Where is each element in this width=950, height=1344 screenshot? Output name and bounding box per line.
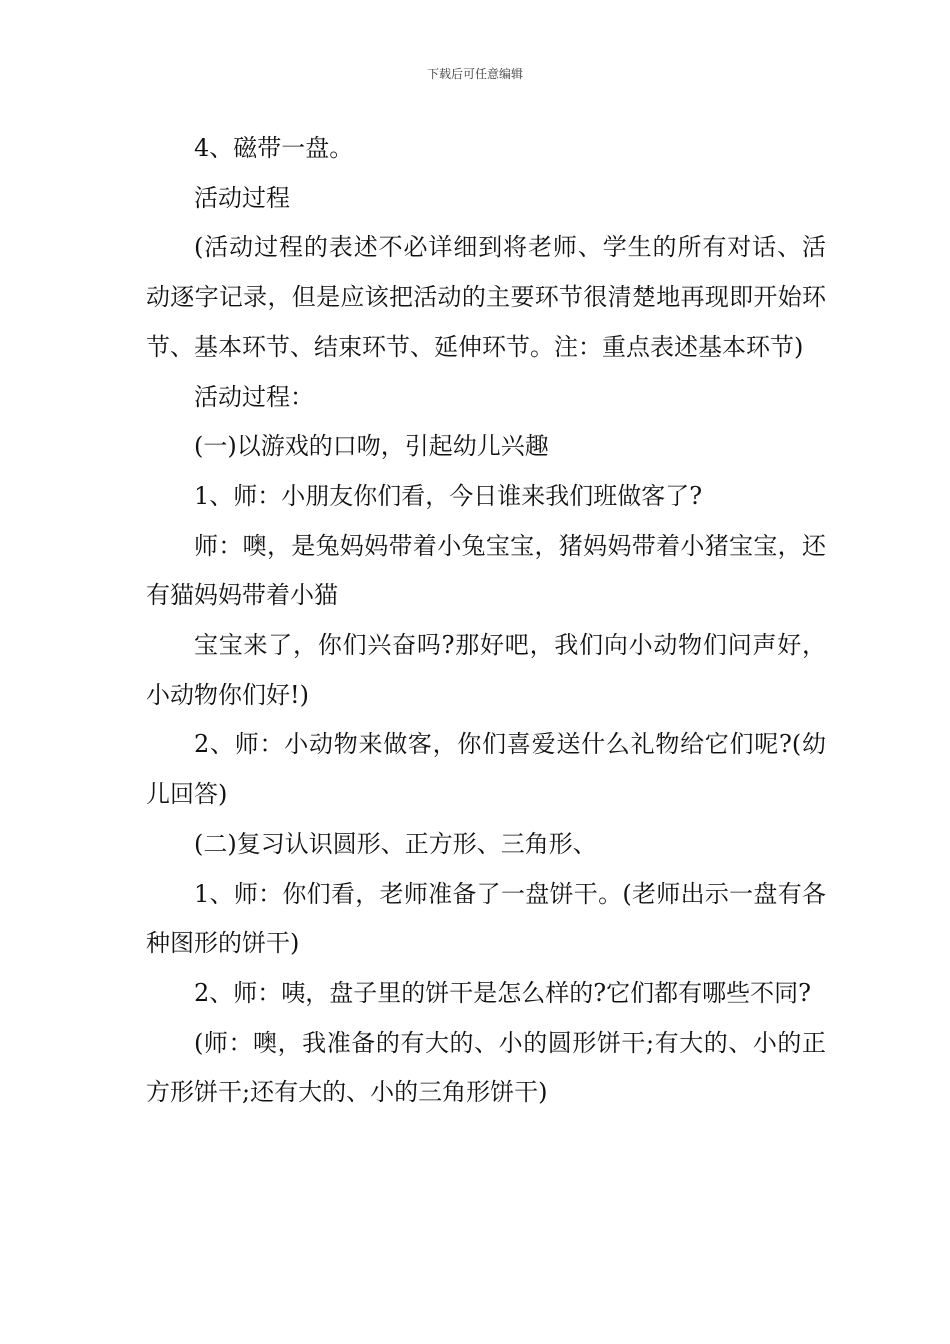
paragraph-cookies-step-2: 2、师：咦，盘子里的饼干是怎么样的?它们都有哪些不同? (194, 978, 812, 1007)
paragraph-step-2: 2、师：小动物来做客，你们喜爱送什么礼物给它们呢?(幼儿回答) (146, 730, 826, 809)
paragraph-greeting: 宝宝来了，你们兴奋吗?那好吧，我们向小动物们问声好，小动物你们好!) (146, 631, 826, 709)
paragraph-cookies-answer: (师：噢，我准备的有大的、小的圆形饼干;有大的、小的正方形饼干;还有大的、小的三角形饼干) (146, 1028, 826, 1107)
paragraph-process-title: 活动过程： (194, 382, 314, 411)
paragraph-part-one-heading: (一)以游戏的口吻，引起幼儿兴趣 (194, 432, 549, 461)
paragraph-section-heading: 活动过程 (194, 183, 290, 212)
page-header: 下载后可任意编辑 (426, 67, 523, 81)
paragraph-teacher-line: 师：噢，是兔妈妈带着小兔宝宝，猪妈妈带着小猪宝宝，还有猫妈妈带着小猫 (146, 531, 826, 610)
paragraph-step-1: 1、师：小朋友你们看，今日谁来我们班做客了? (194, 481, 703, 510)
document-body (146, 124, 826, 1118)
paragraph-materials-item-4: 4、磁带一盘。 (194, 134, 354, 162)
paragraph-part-two-heading: (二)复习认识圆形、正方形、三角形、 (194, 829, 597, 858)
paragraph-cookies-step-1: 1、师：你们看，老师准备了一盘饼干。(老师出示一盘有各种图形的饼干) (146, 879, 826, 958)
paragraph-process-note: (活动过程的表述不必详细到将老师、学生的所有对话、活动逐字记录，但是应该把活动的主要环节很清楚地再现即开始环节、基本环节、结束环节、延伸环节。注：重点表述基本环节) (146, 233, 826, 361)
